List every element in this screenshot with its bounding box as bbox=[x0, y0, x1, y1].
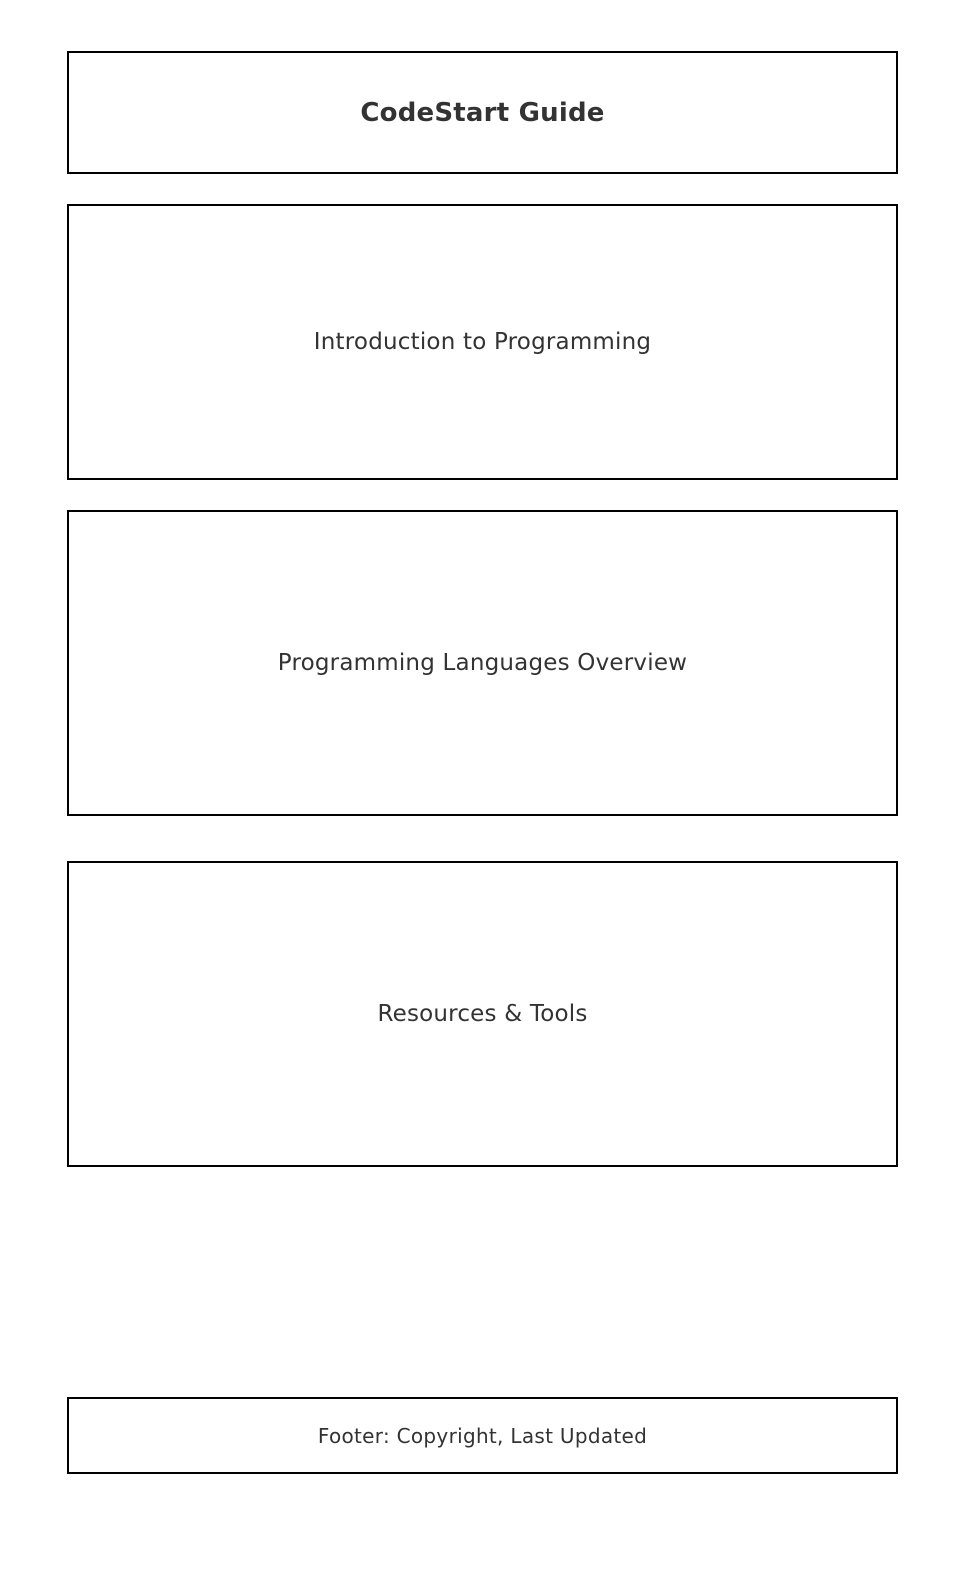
section-title-introduction: Introduction to Programming bbox=[313, 329, 652, 355]
footer-text: Footer: Copyright, Last Updated bbox=[317, 1423, 648, 1448]
section-languages-overview[interactable] bbox=[67, 510, 898, 816]
section-resources-tools[interactable] bbox=[67, 861, 898, 1167]
section-title-resources-tools: Resources & Tools bbox=[377, 1001, 588, 1027]
section-introduction[interactable] bbox=[67, 204, 898, 480]
footer-block bbox=[67, 1397, 898, 1474]
header-block bbox=[67, 51, 898, 174]
section-title-languages-overview: Programming Languages Overview bbox=[277, 650, 688, 676]
page-title: CodeStart Guide bbox=[360, 97, 605, 128]
